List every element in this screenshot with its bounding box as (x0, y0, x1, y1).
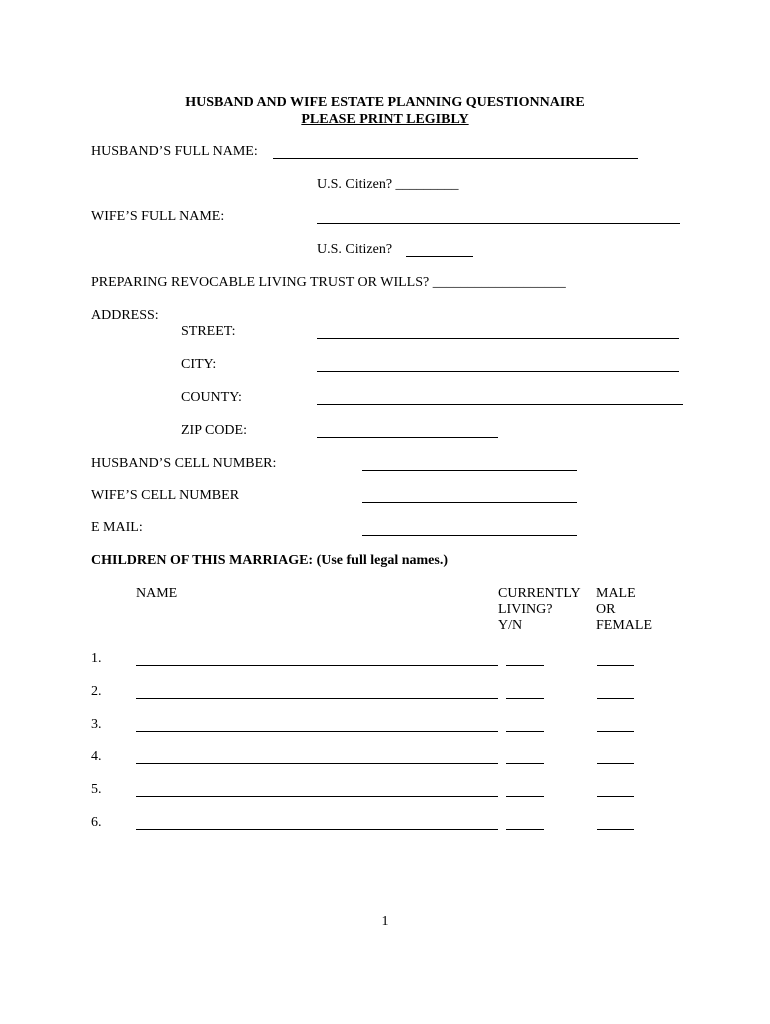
child-row-number: 5. (91, 782, 102, 797)
husband-cell-field[interactable] (362, 470, 577, 471)
child-2-name-field[interactable] (136, 698, 498, 699)
trust-or-wills-label: PREPARING REVOCABLE LIVING TRUST OR WILLS? ___________________ (91, 275, 566, 290)
col-header-living-3: Y/N (498, 618, 523, 633)
zip-code-label: ZIP CODE: (181, 423, 247, 438)
child-4-gender-field[interactable] (597, 763, 634, 764)
street-label: STREET: (181, 324, 236, 339)
form-subtitle-text: PLEASE PRINT LEGIBLY (301, 112, 469, 127)
county-field[interactable] (317, 404, 683, 405)
husband-citizen-label: U.S. Citizen? _________ (317, 177, 459, 192)
col-header-gender-1: MALE (596, 586, 636, 601)
child-1-name-field[interactable] (136, 665, 498, 666)
child-row-number: 1. (91, 651, 102, 666)
child-1-living-field[interactable] (506, 665, 544, 666)
child-row-number: 3. (91, 717, 102, 732)
wife-cell-label: WIFE’S CELL NUMBER (91, 488, 240, 503)
wife-name-label: WIFE’S FULL NAME: (91, 209, 225, 224)
col-header-gender-3: FEMALE (596, 618, 652, 633)
col-header-living-2: LIVING? (498, 602, 553, 617)
page-number: 1 (381, 914, 389, 929)
child-3-gender-field[interactable] (597, 731, 634, 732)
wife-citizen-label: U.S. Citizen? (317, 242, 393, 257)
child-row-number: 6. (91, 815, 102, 830)
child-5-name-field[interactable] (136, 796, 498, 797)
form-subtitle (0, 112, 770, 128)
child-5-gender-field[interactable] (597, 796, 634, 797)
address-label: ADDRESS: (91, 308, 159, 323)
wife-cell-field[interactable] (362, 502, 577, 503)
child-row-number: 4. (91, 749, 102, 764)
child-4-living-field[interactable] (506, 763, 544, 764)
county-label: COUNTY: (181, 390, 242, 405)
child-1-gender-field[interactable] (597, 665, 634, 666)
col-header-living-1: CURRENTLY (498, 586, 581, 601)
col-header-gender-2: OR (596, 602, 616, 617)
form-title: HUSBAND AND WIFE ESTATE PLANNING QUESTIONNAIRE (185, 95, 585, 110)
col-header-name: NAME (136, 586, 178, 601)
husband-cell-label: HUSBAND’S CELL NUMBER: (91, 456, 277, 471)
wife-name-field[interactable] (317, 223, 680, 224)
zip-code-field[interactable] (317, 437, 498, 438)
child-4-name-field[interactable] (136, 763, 498, 764)
city-label: CITY: (181, 357, 217, 372)
email-label: E MAIL: (91, 520, 143, 535)
child-6-living-field[interactable] (506, 829, 544, 830)
children-heading: CHILDREN OF THIS MARRIAGE: (Use full legal names.) (91, 553, 449, 568)
husband-name-field[interactable] (273, 158, 638, 159)
child-2-living-field[interactable] (506, 698, 544, 699)
wife-citizen-field[interactable] (406, 256, 473, 257)
child-3-name-field[interactable] (136, 731, 498, 732)
city-field[interactable] (317, 371, 679, 372)
child-6-name-field[interactable] (136, 829, 498, 830)
child-3-living-field[interactable] (506, 731, 544, 732)
email-field[interactable] (362, 535, 577, 536)
husband-name-label: HUSBAND’S FULL NAME: (91, 144, 258, 159)
child-row-number: 2. (91, 684, 102, 699)
street-field[interactable] (317, 338, 679, 339)
child-2-gender-field[interactable] (597, 698, 634, 699)
child-5-living-field[interactable] (506, 796, 544, 797)
child-6-gender-field[interactable] (597, 829, 634, 830)
